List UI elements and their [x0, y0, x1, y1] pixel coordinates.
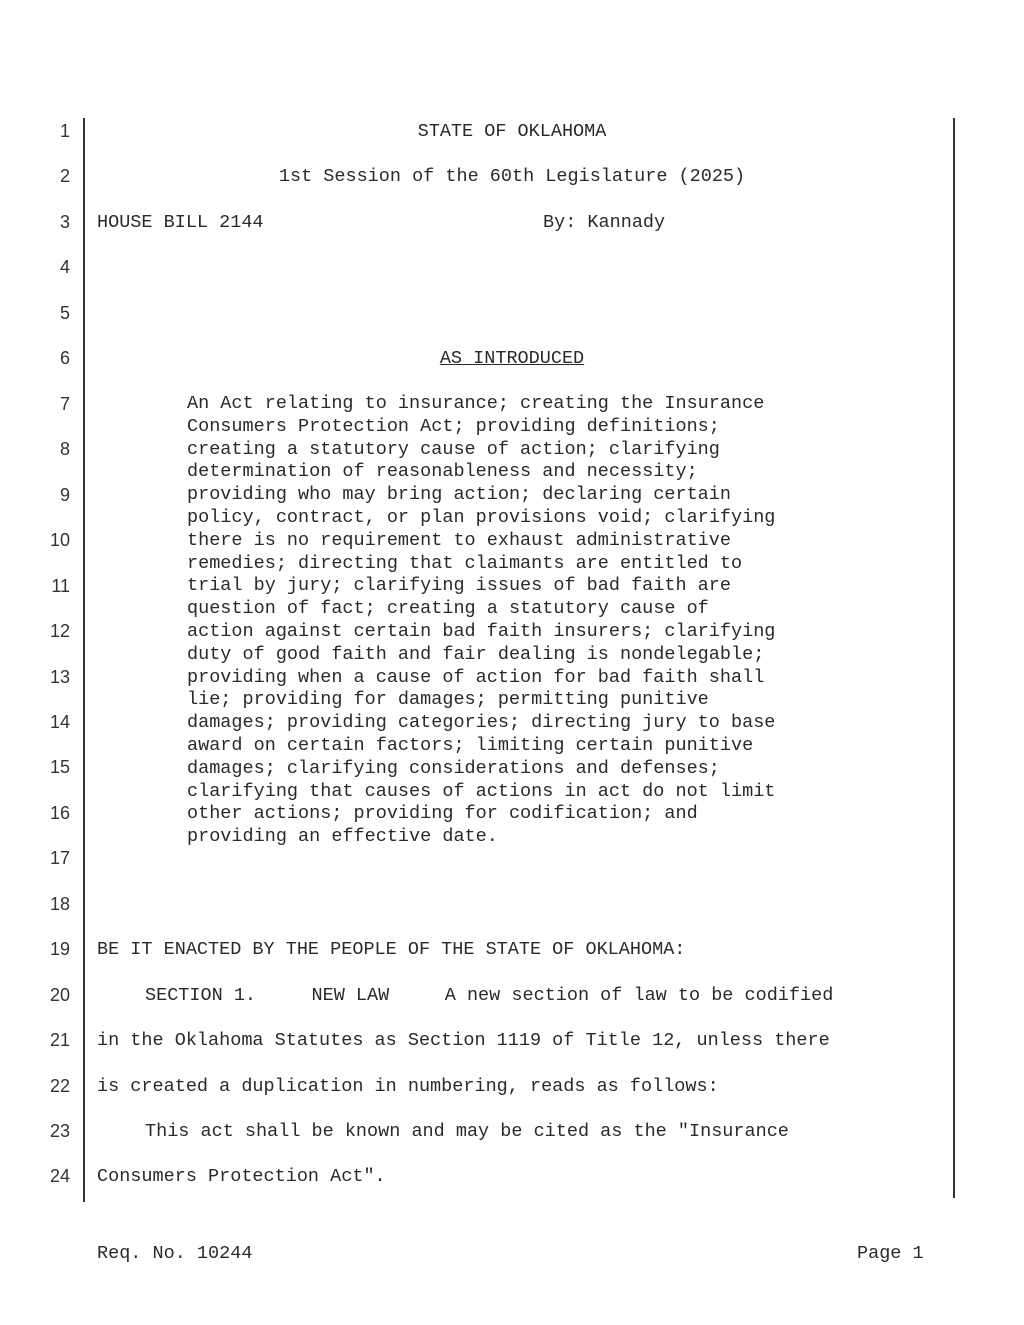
bill-number: HOUSE BILL 2144	[97, 212, 264, 233]
abstract-line: Consumers Protection Act; providing definitions;	[187, 415, 720, 437]
abstract-line: remedies; directing that claimants are entitled to	[187, 552, 743, 574]
body-line-22: is created a duplication in numbering, reads as follows:	[97, 1076, 719, 1097]
line-number: 17	[49, 848, 70, 868]
line-number: 10	[49, 530, 70, 550]
line-number: 4	[59, 257, 70, 277]
line-number: 11	[51, 576, 70, 596]
line-number: 7	[59, 394, 70, 414]
abstract-line: policy, contract, or plan provisions void; clarifying	[187, 506, 776, 528]
abstract-line: providing when a cause of action for bad faith shall	[187, 666, 765, 688]
line-number: 13	[49, 667, 70, 687]
line-number: 21	[49, 1030, 70, 1050]
body-line-21: in the Oklahoma Statutes as Section 1119 of Title 12, unless there	[97, 1030, 830, 1051]
line-number: 2	[59, 166, 70, 186]
line-number: 3	[59, 212, 70, 232]
line-number: 19	[49, 939, 70, 959]
abstract-line: creating a statutory cause of action; clarifying	[187, 438, 720, 460]
request-number: Req. No. 10244	[97, 1243, 253, 1264]
abstract-line: providing who may bring action; declaring certain	[187, 484, 731, 506]
abstract-line: question of fact; creating a statutory cause of	[187, 598, 709, 620]
line-number: 5	[59, 303, 70, 323]
line-number: 23	[49, 1121, 70, 1141]
session-heading: 1st Session of the 60th Legislature (2025)	[278, 166, 746, 187]
abstract-line: trial by jury; clarifying issues of bad faith are	[187, 575, 731, 597]
line-number: 8	[59, 439, 70, 459]
line-number: 24	[49, 1166, 70, 1186]
abstract-line: clarifying that causes of actions in act do not limit	[187, 780, 776, 802]
line-number: 18	[49, 894, 70, 914]
abstract-line: lie; providing for damages; permitting punitive	[187, 689, 709, 711]
bill-status-text: AS INTRODUCED	[439, 348, 585, 369]
abstract-line: damages; clarifying considerations and defenses;	[187, 757, 720, 779]
abstract-line: damages; providing categories; directing jury to base	[187, 712, 776, 734]
line-number: 15	[49, 757, 70, 777]
line-number: 12	[49, 621, 70, 641]
line-number: 16	[49, 803, 70, 823]
right-margin-rule	[953, 118, 955, 1198]
abstract-line: action against certain bad faith insurers; clarifying	[187, 620, 776, 642]
abstract-line: An Act relating to insurance; creating the Insurance	[187, 393, 765, 414]
line-number: 14	[49, 712, 70, 732]
abstract-line: award on certain factors; limiting certain punitive	[187, 734, 754, 756]
body-line-24: Consumers Protection Act".	[97, 1166, 386, 1187]
left-margin-rule	[83, 118, 85, 1202]
enacting-clause: BE IT ENACTED BY THE PEOPLE OF THE STATE OF OKLAHOMA:	[97, 939, 686, 960]
line-number: 22	[49, 1076, 70, 1096]
bill-author: By: Kannady	[543, 212, 666, 233]
bill-status	[97, 348, 927, 370]
state-heading: STATE OF OKLAHOMA	[417, 121, 607, 142]
bill-abstract	[187, 393, 847, 849]
abstract-line: determination of reasonableness and necessity;	[187, 461, 698, 483]
abstract-line: other actions; providing for codification; and	[187, 803, 698, 825]
line-number: 9	[59, 485, 70, 505]
page-number: Page 1	[857, 1243, 924, 1264]
line-number: 20	[49, 985, 70, 1005]
body-line-23: This act shall be known and may be cited as the "Insurance	[145, 1121, 789, 1142]
line-number: 1	[59, 121, 70, 141]
section-heading-line: SECTION 1. NEW LAW A new section of law to be codified	[145, 985, 834, 1006]
line-number: 6	[59, 348, 70, 368]
abstract-line: there is no requirement to exhaust administrative	[187, 529, 731, 551]
abstract-line: providing an effective date.	[187, 826, 498, 848]
abstract-line: duty of good faith and fair dealing is nondelegable;	[187, 643, 765, 665]
